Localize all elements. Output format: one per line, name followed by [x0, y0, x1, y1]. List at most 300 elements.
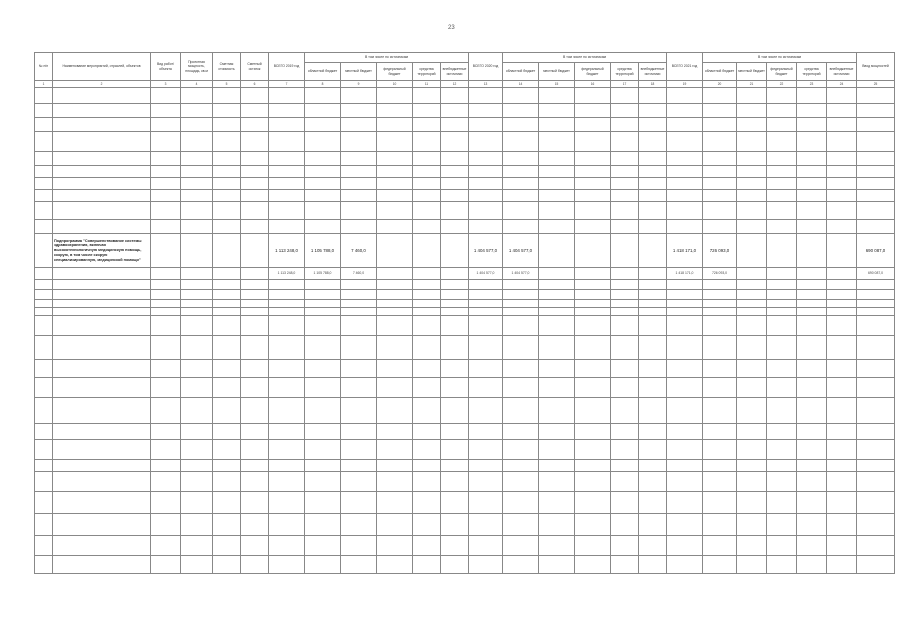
- table-cell: [827, 536, 857, 556]
- row-name-cell: [53, 514, 151, 536]
- table-cell: [539, 556, 575, 574]
- table-cell: [797, 202, 827, 220]
- table-cell: [575, 234, 611, 268]
- table-cell: 726 093,0: [703, 234, 737, 268]
- table-cell: [241, 104, 269, 118]
- table-cell: [441, 556, 469, 574]
- table-cell: [441, 492, 469, 514]
- table-cell: [639, 290, 667, 300]
- row-number-cell: [35, 104, 53, 118]
- column-number: 25: [857, 81, 895, 88]
- table-cell: [737, 290, 767, 300]
- table-cell: [857, 492, 895, 514]
- table-cell: [413, 290, 441, 300]
- header-group-2019: В том числе по источникам: [305, 53, 469, 63]
- table-cell: [413, 378, 441, 398]
- table-cell: [539, 280, 575, 290]
- table-cell: [305, 300, 341, 308]
- table-cell: [305, 556, 341, 574]
- table-row: [35, 178, 895, 190]
- table-cell: [639, 308, 667, 316]
- table-cell: [213, 234, 241, 268]
- table-cell: [503, 202, 539, 220]
- table-cell: [503, 88, 539, 104]
- table-cell: [413, 424, 441, 440]
- table-cell: [213, 536, 241, 556]
- table-cell: [377, 556, 413, 574]
- table-cell: [151, 472, 181, 492]
- table-cell: [575, 492, 611, 514]
- table-cell: [269, 88, 305, 104]
- table-cell: [639, 190, 667, 202]
- row-name-cell: [53, 132, 151, 152]
- table-cell: [611, 556, 639, 574]
- table-cell: 7 460,0: [341, 234, 377, 268]
- table-cell: [503, 152, 539, 166]
- table-cell: [611, 472, 639, 492]
- table-cell: [797, 536, 827, 556]
- table-cell: [241, 424, 269, 440]
- table-cell: [441, 360, 469, 378]
- table-cell: [151, 398, 181, 424]
- table-cell: [667, 166, 703, 178]
- column-number: 4: [181, 81, 213, 88]
- table-cell: [703, 178, 737, 190]
- row-name-cell: [53, 360, 151, 378]
- header-src-territory: средства территорий: [611, 63, 639, 81]
- table-cell: [857, 424, 895, 440]
- table-cell: [767, 234, 797, 268]
- table-cell: [703, 424, 737, 440]
- table-cell: [469, 280, 503, 290]
- table-cell: [341, 460, 377, 472]
- table-cell: [667, 460, 703, 472]
- table-cell: [213, 336, 241, 360]
- table-cell: [377, 440, 413, 460]
- table-cell: [737, 360, 767, 378]
- table-cell: [151, 556, 181, 574]
- table-cell: [797, 514, 827, 536]
- table-cell: [737, 472, 767, 492]
- row-name-cell: [53, 166, 151, 178]
- table-cell: [667, 132, 703, 152]
- table-row: [35, 336, 895, 360]
- table-cell: [737, 316, 767, 336]
- header-estimated-cost: Сметная стоимость: [213, 53, 241, 81]
- table-cell: [827, 234, 857, 268]
- table-cell: [827, 190, 857, 202]
- table-cell: [213, 300, 241, 308]
- table-row: [35, 360, 895, 378]
- table-cell: [857, 536, 895, 556]
- table-cell: [341, 280, 377, 290]
- table-cell: [737, 308, 767, 316]
- table-cell: [611, 424, 639, 440]
- table-cell: [441, 268, 469, 280]
- table-cell: [181, 166, 213, 178]
- row-name-cell: [53, 472, 151, 492]
- table-cell: [575, 398, 611, 424]
- table-cell: [305, 178, 341, 190]
- table-row: [35, 514, 895, 536]
- table-cell: [469, 460, 503, 472]
- table-cell: [827, 152, 857, 166]
- column-number: 18: [639, 81, 667, 88]
- table-cell: [213, 220, 241, 234]
- table-cell: [575, 460, 611, 472]
- table-cell: [213, 190, 241, 202]
- table-cell: [181, 378, 213, 398]
- table-cell: [797, 472, 827, 492]
- table-cell: 1 404 577,0: [469, 234, 503, 268]
- table-cell: [611, 166, 639, 178]
- header-src-federal: федеральный бюджет: [377, 63, 413, 81]
- table-cell: [827, 360, 857, 378]
- row-name-cell: [53, 190, 151, 202]
- table-cell: [241, 316, 269, 336]
- table-cell: [441, 308, 469, 316]
- table-cell: [241, 178, 269, 190]
- table-cell: [151, 166, 181, 178]
- table-cell: [341, 308, 377, 316]
- table-cell: [767, 268, 797, 280]
- table-cell: [539, 290, 575, 300]
- table-cell: [181, 220, 213, 234]
- table-cell: [827, 514, 857, 536]
- table-cell: [827, 336, 857, 360]
- table-cell: [305, 190, 341, 202]
- table-cell: [767, 190, 797, 202]
- table-cell: [827, 178, 857, 190]
- table-cell: [341, 556, 377, 574]
- table-cell: [377, 514, 413, 536]
- table-cell: [737, 280, 767, 290]
- table-cell: [503, 360, 539, 378]
- table-cell: [377, 166, 413, 178]
- table-cell: [639, 300, 667, 308]
- table-cell: [469, 556, 503, 574]
- table-cell: [539, 220, 575, 234]
- table-row: [35, 166, 895, 178]
- table-cell: [377, 118, 413, 132]
- row-number-cell: [35, 88, 53, 104]
- budget-table: [34, 52, 895, 574]
- table-cell: [413, 190, 441, 202]
- table-cell: [469, 308, 503, 316]
- table-cell: [305, 336, 341, 360]
- table-cell: [539, 378, 575, 398]
- row-number-cell: [35, 308, 53, 316]
- table-cell: [269, 104, 305, 118]
- table-cell: [857, 178, 895, 190]
- table-cell: [857, 300, 895, 308]
- table-cell: [667, 290, 703, 300]
- column-number: 23: [797, 81, 827, 88]
- table-cell: [539, 178, 575, 190]
- table-cell: [413, 472, 441, 492]
- table-cell: [827, 280, 857, 290]
- table-row: [35, 290, 895, 300]
- row-number-cell: [35, 424, 53, 440]
- table-cell: [341, 398, 377, 424]
- table-cell: [667, 190, 703, 202]
- table-cell: [575, 336, 611, 360]
- table-cell: [213, 316, 241, 336]
- table-cell: [441, 514, 469, 536]
- table-cell: 1 404 577,0: [469, 268, 503, 280]
- row-number-cell: [35, 378, 53, 398]
- table-cell: [241, 492, 269, 514]
- table-cell: [611, 308, 639, 316]
- column-number: 3: [151, 81, 181, 88]
- table-cell: [441, 132, 469, 152]
- table-cell: [703, 514, 737, 536]
- table-cell: [737, 190, 767, 202]
- table-cell: [767, 378, 797, 398]
- header-total-2021: ВСЕГО 2021 год: [667, 53, 703, 81]
- table-cell: [575, 166, 611, 178]
- table-cell: [377, 104, 413, 118]
- column-number-row: [35, 81, 895, 88]
- table-cell: [767, 280, 797, 290]
- table-cell: 1 105 788,0: [305, 234, 341, 268]
- table-cell: [413, 316, 441, 336]
- table-cell: [639, 234, 667, 268]
- table-cell: [213, 460, 241, 472]
- row-number-cell: [35, 132, 53, 152]
- table-cell: [857, 440, 895, 460]
- column-number: 2: [53, 81, 151, 88]
- table-cell: [539, 360, 575, 378]
- table-cell: [341, 472, 377, 492]
- table-cell: [703, 336, 737, 360]
- table-cell: [667, 300, 703, 308]
- column-number: 16: [575, 81, 611, 88]
- table-cell: [181, 88, 213, 104]
- table-cell: [667, 492, 703, 514]
- table-cell: [575, 290, 611, 300]
- table-cell: [341, 220, 377, 234]
- column-number: 24: [827, 81, 857, 88]
- table-cell: [503, 190, 539, 202]
- table-cell: [503, 308, 539, 316]
- table-cell: [857, 104, 895, 118]
- row-number-cell: [35, 300, 53, 308]
- table-cell: [441, 190, 469, 202]
- table-cell: [269, 132, 305, 152]
- table-cell: [151, 152, 181, 166]
- table-cell: [469, 360, 503, 378]
- table-cell: [827, 460, 857, 472]
- table-cell: [151, 536, 181, 556]
- table-cell: [827, 220, 857, 234]
- table-cell: [241, 556, 269, 574]
- table-cell: [377, 336, 413, 360]
- table-cell: [377, 398, 413, 424]
- table-cell: [503, 118, 539, 132]
- table-cell: [241, 290, 269, 300]
- table-cell: [703, 104, 737, 118]
- table-cell: [503, 316, 539, 336]
- table-cell: [341, 378, 377, 398]
- header-row-top: [35, 53, 895, 63]
- table-cell: [611, 88, 639, 104]
- table-cell: [857, 88, 895, 104]
- table-cell: [737, 220, 767, 234]
- table-cell: [539, 514, 575, 536]
- table-cell: [539, 492, 575, 514]
- row-number-cell: [35, 280, 53, 290]
- table-cell: [639, 492, 667, 514]
- table-cell: [469, 300, 503, 308]
- table-cell: [639, 472, 667, 492]
- table-cell: [241, 308, 269, 316]
- table-cell: [181, 472, 213, 492]
- table-cell: [667, 398, 703, 424]
- table-cell: [181, 152, 213, 166]
- table-cell: [469, 104, 503, 118]
- table-cell: [827, 492, 857, 514]
- table-cell: [241, 152, 269, 166]
- table-cell: [767, 308, 797, 316]
- table-cell: [181, 440, 213, 460]
- table-cell: [213, 166, 241, 178]
- table-cell: [737, 268, 767, 280]
- row-name-cell: [53, 280, 151, 290]
- table-cell: [213, 202, 241, 220]
- table-cell: [413, 300, 441, 308]
- table-row: [35, 234, 895, 268]
- table-cell: [241, 132, 269, 152]
- table-cell: [797, 104, 827, 118]
- table-cell: [469, 202, 503, 220]
- table-row: [35, 152, 895, 166]
- table-cell: [767, 202, 797, 220]
- table-cell: [377, 88, 413, 104]
- header-object-type: Вид работ/ объекта: [151, 53, 181, 81]
- table-row: [35, 268, 895, 280]
- table-cell: [241, 398, 269, 424]
- table-cell: [377, 152, 413, 166]
- table-cell: [703, 290, 737, 300]
- table-cell: [151, 300, 181, 308]
- column-number: 11: [413, 81, 441, 88]
- table-cell: [797, 556, 827, 574]
- table-cell: [797, 132, 827, 152]
- table-cell: [737, 536, 767, 556]
- header-group-2021: В том числе по источникам: [703, 53, 857, 63]
- table-cell: [441, 472, 469, 492]
- table-cell: [737, 336, 767, 360]
- table-cell: [797, 424, 827, 440]
- table-cell: [413, 398, 441, 424]
- table-cell: [797, 118, 827, 132]
- table-cell: [767, 178, 797, 190]
- table-cell: [767, 360, 797, 378]
- table-cell: [667, 316, 703, 336]
- table-cell: [857, 308, 895, 316]
- table-cell: [539, 152, 575, 166]
- row-number-cell: [35, 316, 53, 336]
- table-cell: [269, 424, 305, 440]
- table-row: [35, 492, 895, 514]
- table-cell: [611, 300, 639, 308]
- table-cell: [667, 280, 703, 290]
- header-src-regional: областной бюджет: [703, 63, 737, 81]
- table-cell: [703, 300, 737, 308]
- table-cell: [441, 300, 469, 308]
- table-cell: [469, 290, 503, 300]
- row-name-cell: [53, 460, 151, 472]
- column-number: 20: [703, 81, 737, 88]
- table-cell: [305, 378, 341, 398]
- table-cell: [767, 460, 797, 472]
- table-cell: [575, 178, 611, 190]
- row-number-cell: [35, 290, 53, 300]
- table-cell: [341, 440, 377, 460]
- table-cell: [181, 336, 213, 360]
- table-cell: [703, 492, 737, 514]
- column-number: 19: [667, 81, 703, 88]
- row-name-cell: [53, 118, 151, 132]
- table-cell: [305, 424, 341, 440]
- table-cell: 1 404 577,0: [503, 268, 539, 280]
- table-row: [35, 460, 895, 472]
- table-cell: [575, 190, 611, 202]
- table-cell: [827, 118, 857, 132]
- table-cell: [305, 492, 341, 514]
- table-cell: [667, 336, 703, 360]
- table-cell: [797, 152, 827, 166]
- table-cell: [441, 280, 469, 290]
- table-cell: [305, 472, 341, 492]
- row-name-cell: [53, 316, 151, 336]
- table-cell: [181, 268, 213, 280]
- table-cell: [241, 514, 269, 536]
- table-cell: [181, 308, 213, 316]
- table-cell: [767, 132, 797, 152]
- table-cell: [611, 316, 639, 336]
- table-cell: [857, 472, 895, 492]
- table-cell: [703, 316, 737, 336]
- table-cell: [575, 360, 611, 378]
- table-cell: [241, 190, 269, 202]
- table-cell: [857, 514, 895, 536]
- table-cell: [611, 132, 639, 152]
- table-cell: [469, 178, 503, 190]
- table-cell: [539, 104, 575, 118]
- table-cell: [767, 514, 797, 536]
- row-number-cell: [35, 234, 53, 268]
- table-cell: [269, 118, 305, 132]
- table-cell: [151, 280, 181, 290]
- table-cell: [413, 336, 441, 360]
- table-cell: [413, 166, 441, 178]
- table-cell: [305, 514, 341, 536]
- table-cell: [767, 398, 797, 424]
- row-name-cell: [53, 104, 151, 118]
- table-cell: [151, 178, 181, 190]
- table-cell: [575, 132, 611, 152]
- table-cell: [441, 166, 469, 178]
- table-cell: [639, 152, 667, 166]
- table-cell: [797, 460, 827, 472]
- table-cell: [797, 378, 827, 398]
- table-cell: [767, 336, 797, 360]
- table-cell: [151, 220, 181, 234]
- table-cell: [611, 290, 639, 300]
- table-cell: [305, 152, 341, 166]
